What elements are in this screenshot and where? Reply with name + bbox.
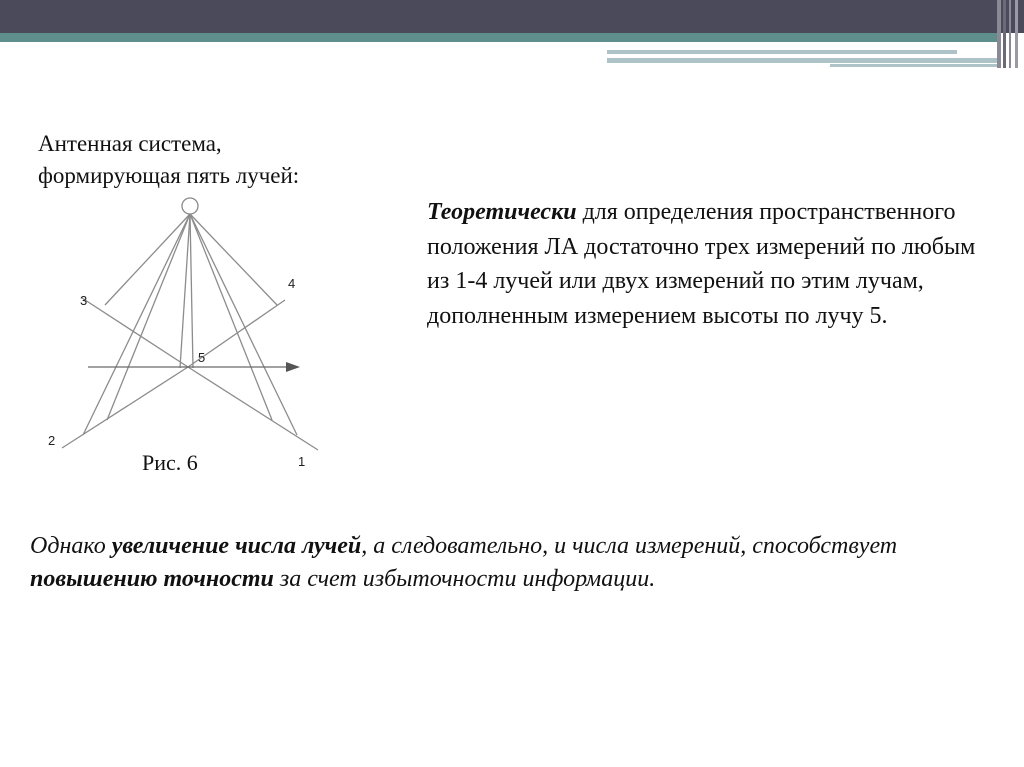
paragraph-text: за счет избыточности информации. bbox=[273, 566, 656, 592]
beam-label-1: 1 bbox=[298, 454, 306, 469]
paragraph-text: для определения пространственного положения ЛА достаточно трех измерений по любым из 1-4 лучей или двух измерений по этим лучам, дополненным измерением высоты по лучу 5. bbox=[427, 199, 976, 329]
heading-line: формирующая пять лучей: bbox=[38, 163, 300, 188]
emphasis-text: повышению точности bbox=[30, 566, 274, 592]
heading-line: Антенная система, bbox=[38, 131, 222, 156]
conclusion-paragraph bbox=[30, 530, 930, 596]
emphasis-text: увеличение числа лучей bbox=[111, 533, 362, 559]
beam-label-3: 3 bbox=[80, 293, 88, 308]
paragraph-text: Однако bbox=[30, 533, 112, 559]
paragraph-text: , а следовательно, и числа измерений, способствует bbox=[361, 533, 898, 559]
emphasis-text: Теоретически bbox=[427, 199, 577, 225]
circle-icon bbox=[182, 198, 198, 214]
theory-paragraph bbox=[427, 195, 997, 333]
beam-label-2: 2 bbox=[48, 433, 56, 448]
figure-caption: Рис. 6 bbox=[142, 450, 198, 475]
beam-label-4: 4 bbox=[288, 276, 296, 291]
beam-label-5: 5 bbox=[198, 350, 206, 365]
arrow-right-icon bbox=[286, 362, 300, 372]
